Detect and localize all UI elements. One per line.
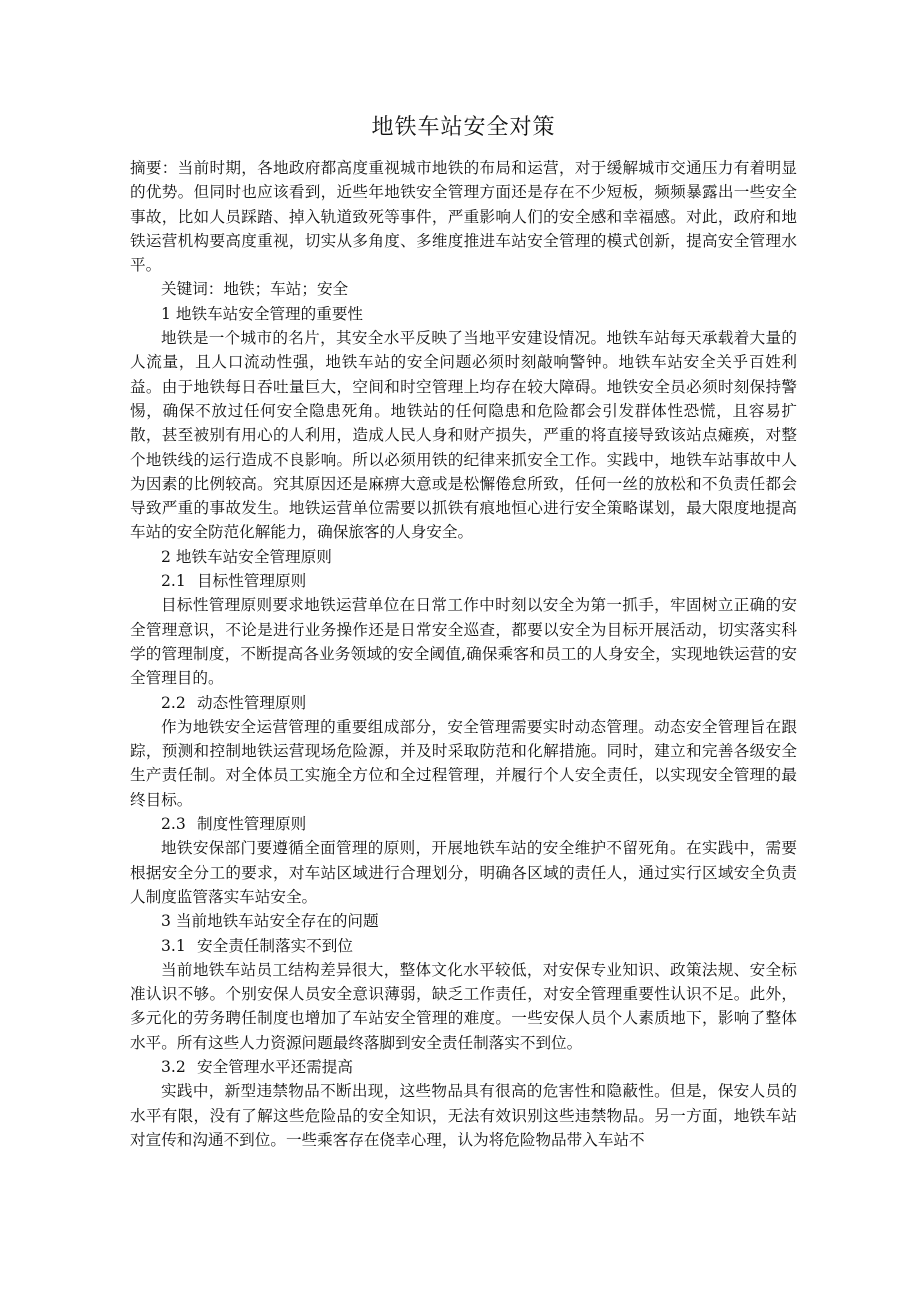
section-2-3-number: 2.3 — [161, 815, 186, 834]
section-3-1-body: 当前地铁车站员工结构差异很大，整体文化水平较低，对安保专业知识、政策法规、安全标准认识不够。个别安保人员安全意识薄弱，缺乏工作责任，对安全管理重要性认识不足。此外，多元化的劳务聘任制度也增加了车站安全管理的难度。一些安保人员个人素质地下，影响了整体水平。所有这些人力资源问题最终落脚到安全责任制落实不到位。 — [130, 960, 797, 1052]
section-3-2-heading — [130, 1055, 797, 1079]
section-2-1-heading — [130, 569, 797, 593]
section-2-3-heading — [130, 812, 797, 836]
section-2-2-heading — [130, 691, 797, 715]
section-3-1-heading — [130, 934, 797, 958]
section-1-body: 地铁是一个城市的名片，其安全水平反映了当地平安建设情况。地铁车站每天承载着大量的人流量，且人口流动性强，地铁车站的安全问题必须时刻敲响警钟。地铁车站安全关乎百姓利益。由于地铁每日吞吐量巨大，空间和时空管理上均存在较大障碍。地铁安全员必须时刻保持警惕，确保不放过任何安全隐患死角。地铁站的任何隐患和危险都会引发群体性恐慌，且容易扩散，甚至被别有用心的人利用，造成人民人身和财产损失，严重的将直接导致该站点瘫痪，对整个地铁线的运行造成不良影响。所以必须用铁的纪律来抓安全工作。实践中，地铁车站事故中人为因素的比例较高。究其原因还是麻痹大意或是松懈倦怠所致，任何一丝的放松和不负责任都会导致严重的事故发生。地铁运营单位需要以抓铁有痕地恒心进行安全策略谋划，最大限度地提高车站的安全防范化解能力，确保旅客的人身安全。 — [130, 329, 797, 542]
section-2-2-body: 作为地铁安全运营管理的重要组成部分，安全管理需要实时动态管理。动态安全管理旨在跟踪，预测和控制地铁运营现场危险源，并及时采取防范和化解措施。同时，建立和完善各级安全生产责任制。对全体员工实施全方位和全过程管理，并履行个人安全责任，以实现安全管理的最终目标。 — [130, 717, 797, 809]
section-3-heading: 3 当前地铁车站安全存在的问题 — [161, 912, 379, 931]
section-2-1-body: 目标性管理原则要求地铁运营单位在日常工作中时刻以安全为第一抓手，牢固树立正确的安全管理意识，不论是进行业务操作还是日常安全巡查，都要以安全为目标开展活动，切实落实科学的管理制度，不断提高各业务领域的安全阈值,确保乘客和员工的人身安全，实现地铁运营的安全管理目的。 — [130, 596, 797, 688]
section-2-heading: 2 地铁车站安全管理原则 — [161, 547, 332, 566]
section-2-2-number: 2.2 — [161, 693, 186, 712]
section-3-2-number: 3.2 — [161, 1057, 186, 1076]
section-3-1-title: 安全责任制落实不到位 — [197, 936, 353, 955]
document-title: 地铁车站安全对策 — [371, 115, 556, 140]
section-2-1-title: 目标性管理原则 — [197, 572, 307, 591]
section-3-2-title: 安全管理水平还需提高 — [197, 1057, 353, 1076]
section-2-3-title: 制度性管理原则 — [197, 815, 307, 834]
section-2-2-title: 动态性管理原则 — [197, 693, 307, 712]
section-3-1-number: 3.1 — [161, 936, 186, 955]
section-1-heading: 1 地铁车站安全管理的重要性 — [161, 304, 364, 323]
section-3-2-body: 实践中，新型违禁物品不断出现，这些物品具有很高的危害性和隐蔽性。但是，保安人员的水平有限，没有了解这些危险品的安全知识，无法有效识别这些违禁物品。另一方面，地铁车站对宣传和沟通不到位。一些乘客存在侥幸心理，认为将危险物品带入车站不 — [130, 1082, 797, 1149]
abstract-paragraph: 摘要：当前时期，各地政府都高度重视城市地铁的布局和运营，对于缓解城市交通压力有着明显的优势。但同时也应该看到，近些年地铁安全管理方面还是存在不少短板，频频暴露出一些安全事故，比如人员踩踏、掉入轨道致死等事件，严重影响人们的安全感和幸福感。对此，政府和地铁运营机构要高度重视，切实从多角度、多维度推进车站安全管理的模式创新，提高安全管理水平。 — [130, 159, 797, 275]
section-2-1-number: 2.1 — [161, 572, 186, 591]
keywords-line: 关键词：地铁；车站；安全 — [161, 280, 349, 299]
section-2-3-body: 地铁安保部门要遵循全面管理的原则，开展地铁车站的安全维护不留死角。在实践中，需要根据安全分工的要求，对车站区域进行合理划分，明确各区域的责任人，通过实行区域安全负责人制度监管落实车站安全。 — [130, 839, 797, 906]
